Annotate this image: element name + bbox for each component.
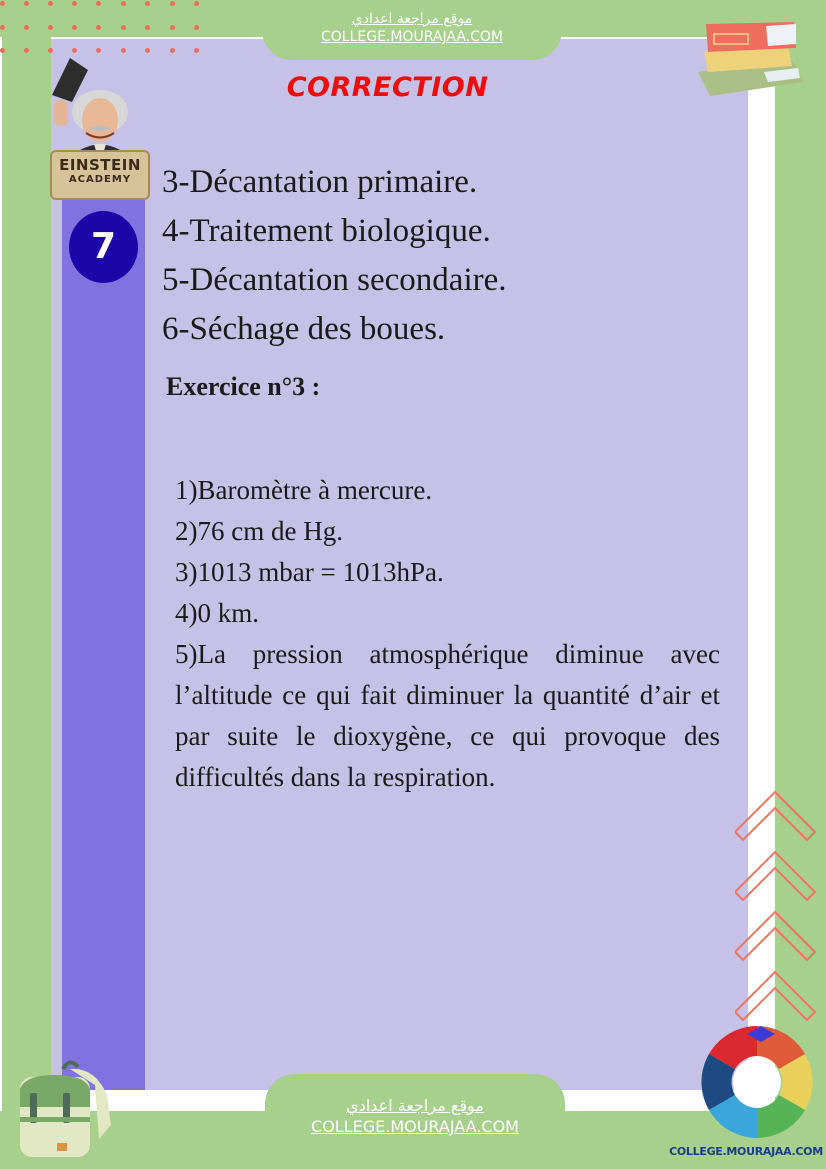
subjects-wheel-logo-icon [694,1022,820,1142]
header-site-link[interactable] [262,0,562,60]
backpack-icon [15,1055,115,1165]
footer-arabic-title: موقع مراجعة اعدادي [346,1096,484,1115]
answer-item: 2)76 cm de Hg. [175,516,343,546]
badge-line2: ACADEMY [68,174,132,185]
answer-item: 1)Baromètre à mercure. [175,475,433,505]
side-strip [62,195,145,1090]
page-title: CORRECTION [286,72,489,103]
step-item: 3-Décantation primaire. [162,164,478,200]
badge-line1: EINSTEIN [59,156,141,174]
page-number-badge: 7 [69,211,138,283]
footer-logo-text: COLLEGE.MOURAJAA.COM [669,1145,823,1158]
exercise-answers [175,470,720,798]
header-arabic-title: موقع مراجعة اعدادي [351,11,473,27]
answer-item: 5)La pression atmosphérique diminue avec l’altitude ce qui fait diminuer la quantité d’air et par suite le dioxygène, ce qui provoque des difficultés dans la respiration. [175,639,720,792]
books-stack-icon [692,10,812,100]
header-url[interactable]: COLLEGE.MOURAJAA.COM [321,29,503,45]
step-item: 6-Séchage des boues. [162,311,446,347]
chevron-up-icon [735,790,825,1040]
left-border [2,37,51,1169]
answer-item: 4)0 km. [175,598,259,628]
einstein-academy-badge [50,150,150,200]
step-item: 4-Traitement biologique. [162,213,491,249]
footer-site-link[interactable] [265,1074,565,1169]
footer-url[interactable]: COLLEGE.MOURAJAA.COM [311,1117,519,1136]
exercise-heading: Exercice n°3 : [166,372,321,401]
treatment-steps-list [162,158,507,354]
answer-item: 3)1013 mbar = 1013hPa. [175,557,444,587]
step-item: 5-Décantation secondaire. [162,262,507,298]
